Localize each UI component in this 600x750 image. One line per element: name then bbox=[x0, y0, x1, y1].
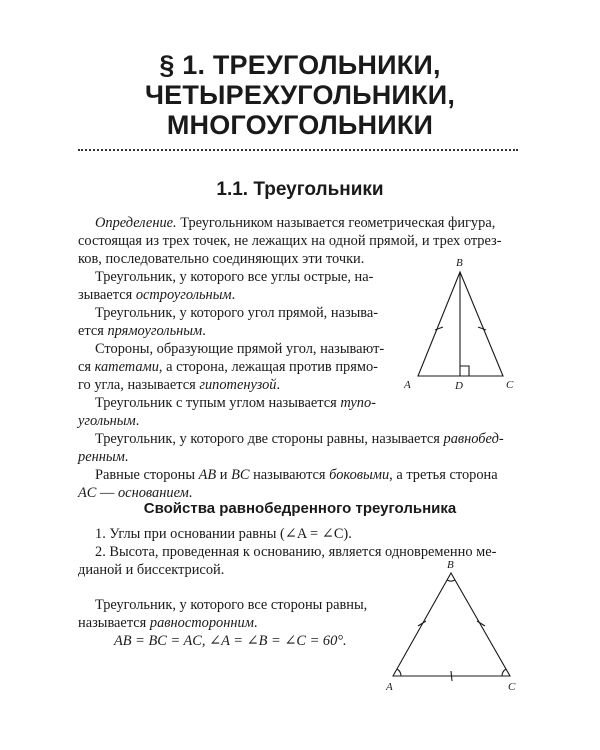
right-line-2-post: . bbox=[202, 323, 206, 339]
isosceles-line-2-post: . bbox=[124, 449, 129, 465]
label-eq-b: B bbox=[447, 559, 454, 571]
chapter-title-line-3: МНОГОУГОЛЬНИКИ bbox=[166, 110, 434, 140]
right-line-2-pre: ется bbox=[78, 323, 108, 339]
tick-eq-ac bbox=[451, 671, 452, 681]
term-isosceles-part1: равнобед- bbox=[443, 431, 504, 447]
equal-sides-pre: Равные стороны bbox=[95, 467, 199, 483]
isosceles-line-1-pre: Треугольник, у которого две стороны равны, называется bbox=[95, 431, 444, 447]
equilateral-formula: AB = BC = AC, ∠A = ∠B = ∠C = 60°. bbox=[114, 633, 347, 649]
equal-sides-mid: называются bbox=[249, 467, 330, 483]
sides-line-1: Стороны, образующие прямой угол, называют- bbox=[95, 341, 385, 357]
equal-sides-line-2-post: . bbox=[188, 485, 193, 501]
right-line-1: Треугольник, у которого угол прямой, называ- bbox=[95, 305, 379, 321]
side-ac: AC bbox=[78, 485, 97, 501]
property-1: 1. Углы при основании равны (∠A = ∠C). bbox=[95, 526, 352, 542]
label-c: C bbox=[506, 379, 514, 391]
term-base: основанием bbox=[117, 485, 189, 501]
right-angle-mark bbox=[460, 366, 469, 376]
equilateral-line-2-pre: называется bbox=[78, 615, 150, 631]
term-acute: остроугольным bbox=[135, 287, 232, 303]
sides-line-3-post: . bbox=[276, 377, 281, 393]
equal-sides-and: и bbox=[216, 467, 232, 483]
tick-bc bbox=[478, 327, 486, 330]
term-hypotenuse: гипотенузой bbox=[199, 377, 277, 393]
term-equilateral: равносторонним bbox=[149, 615, 254, 631]
obtuse-line-1-pre: Треугольник с тупым углом называется bbox=[95, 395, 341, 411]
sides-line-2-post: , а сторона, лежащая против прямо- bbox=[158, 359, 378, 375]
term-isosceles-part2: ренным bbox=[78, 449, 125, 465]
obtuse-line-2-post: . bbox=[135, 413, 140, 429]
equilateral-line-2-post: . bbox=[253, 615, 258, 631]
chapter-title-line-2: ЧЕТЫРЕХУГОЛЬНИКИ, bbox=[144, 80, 456, 110]
equilateral-line-1: Треугольник, у которого все стороны равны, bbox=[95, 597, 368, 613]
term-obtuse-part2: угольным bbox=[78, 413, 136, 429]
tick-ab bbox=[435, 327, 443, 330]
term-obtuse-part1: тупо- bbox=[340, 395, 376, 411]
definition-line-1-rest: Треугольником называется геометрическая фигура, bbox=[176, 215, 496, 231]
term-lateral: боковыми bbox=[329, 467, 390, 483]
label-eq-a: A bbox=[386, 681, 393, 693]
angle-arc-c bbox=[502, 669, 506, 676]
label-a: A bbox=[404, 379, 411, 391]
label-b: B bbox=[456, 257, 463, 269]
property-2-line-1: 2. Высота, проведенная к основанию, является одновременно ме- bbox=[95, 544, 497, 560]
sides-line-3-pre: го угла, называется bbox=[78, 377, 200, 393]
equal-sides-dash: — bbox=[96, 485, 118, 501]
section-title: 1.1. Треугольники bbox=[216, 179, 384, 200]
sides-line-2-pre: ся bbox=[78, 359, 95, 375]
chapter-title-line-1: § 1. ТРЕУГОЛЬНИКИ, bbox=[159, 50, 441, 80]
property-2-line-2: дианой и биссектрисой. bbox=[78, 562, 225, 578]
acute-line-2-post: . bbox=[231, 287, 236, 303]
equal-sides-post: , а третья сторона bbox=[389, 467, 498, 483]
angle-arc-a bbox=[397, 669, 401, 676]
angle-arc-b bbox=[447, 580, 455, 581]
label-d: D bbox=[455, 380, 463, 392]
definition-lead: Определение. bbox=[95, 215, 177, 231]
acute-line-2-pre: зывается bbox=[78, 287, 136, 303]
side-ab: AB bbox=[198, 467, 217, 483]
label-eq-c: C bbox=[508, 681, 516, 693]
properties-title: Свойства равнобедренного треугольника bbox=[143, 500, 457, 517]
side-bc: BC bbox=[231, 467, 250, 483]
term-right: прямоугольным bbox=[107, 323, 203, 339]
triangle-equilateral bbox=[393, 573, 510, 676]
acute-line-1: Треугольник, у которого все углы острые, на- bbox=[95, 269, 374, 285]
definition-line-2: состоящая из трех точек, не лежащих на одной прямой, и трех отрез- bbox=[78, 233, 502, 249]
term-legs: катетами bbox=[94, 359, 159, 375]
definition-line-3: ков, последовательно соединяющих эти точки. bbox=[78, 251, 365, 267]
